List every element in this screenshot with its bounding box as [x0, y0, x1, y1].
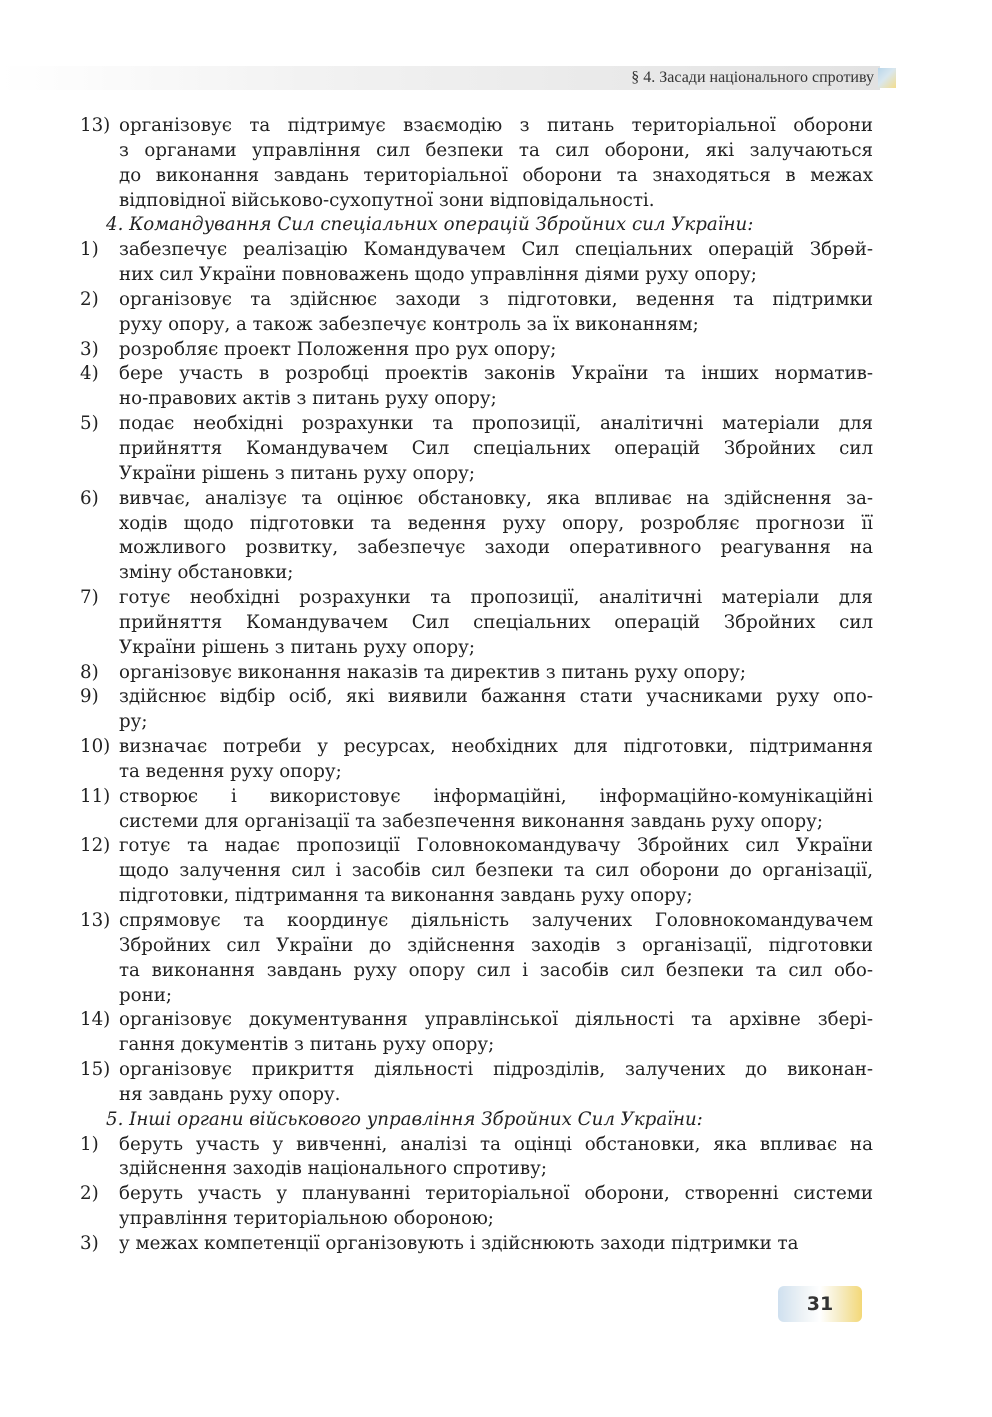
- text-line: ру;: [119, 711, 148, 733]
- text-line: подає необхідні розрахунки та пропозиції, аналітичні матеріали для: [119, 413, 873, 435]
- text-line: рони;: [119, 984, 172, 1006]
- list-item: [80, 338, 873, 363]
- list-item: [80, 1058, 873, 1108]
- list-item: [80, 661, 873, 686]
- list-item-text: [119, 1008, 873, 1058]
- text-line: та виконання завдань руху опору сил і засобів сил безпеки та сил обо-: [119, 959, 873, 981]
- list-item-number: 1): [80, 239, 99, 261]
- text-line: підготовки, підтримання та виконання завдань руху опору;: [119, 885, 693, 907]
- list-item-text: [119, 114, 873, 213]
- text-line: спрямовує та координує діяльність залучених Головнокомандувачем: [119, 910, 873, 931]
- text-line: беруть участь у вивченні, аналізі та оцінці обстановки, яка впливає на: [119, 1133, 873, 1155]
- text-line: можливого розвитку, забезпечує заходи оперативного реагування на: [119, 537, 873, 559]
- list-item-text: [119, 487, 873, 586]
- list-item-text: [119, 338, 873, 363]
- list-item: [80, 1008, 873, 1058]
- page-body: [80, 114, 873, 1257]
- text-line: з органами управління сил безпеки та сил оборони, які залучаються: [119, 139, 873, 161]
- list-item-number: 11): [80, 785, 111, 807]
- text-line: визначає потреби у ресурсах, необхідних для підготовки, підтримання: [119, 736, 873, 758]
- running-header-title: § 4. Засади національного спротиву: [631, 69, 874, 86]
- list-item-text: [119, 785, 873, 835]
- text-line: до виконання завдань територіальної оборони та знаходяться в межах: [119, 164, 873, 186]
- text-line: здійснення заходів національного спротиву;: [119, 1158, 547, 1180]
- list-item: [80, 785, 873, 835]
- list-item: [80, 487, 873, 586]
- list-item: [80, 1133, 873, 1183]
- list-item: [80, 735, 873, 785]
- list-item-number: 9): [80, 686, 99, 708]
- list-item-text: [119, 661, 873, 686]
- text-line: прийняття Командувачем Сил спеціальних операцій Збройних сил: [119, 611, 873, 633]
- text-line: управління територіальною обороною;: [119, 1208, 494, 1230]
- text-line: бере участь в розробці проектів законів України та інших норматив-: [119, 363, 873, 385]
- list-item-number: 3): [80, 1232, 99, 1254]
- text-line: організовує виконання наказів та директив з питань руху опору;: [119, 661, 746, 683]
- text-line: та ведення руху опору;: [119, 760, 342, 782]
- section-heading: 5. Інші органи військового управління Збройних Сил України:: [106, 1108, 703, 1130]
- text-line: руху опору, а також забезпечує контроль за їх виконанням;: [119, 313, 699, 335]
- text-line: вивчає, аналізує та оцінює обстановку, яка впливає на здійснення за-: [119, 487, 873, 509]
- list-item: [80, 288, 873, 338]
- list-item-number: 5): [80, 413, 99, 435]
- list-item: [80, 362, 873, 412]
- list-item-number: 3): [80, 338, 99, 360]
- list-item-number: 2): [80, 288, 99, 310]
- list-item-number: 7): [80, 587, 99, 609]
- list-item: [80, 114, 873, 213]
- list-item-number: 14): [80, 1009, 111, 1031]
- list-item: [80, 909, 873, 1008]
- list-item: [80, 685, 873, 735]
- list-item: [80, 412, 873, 487]
- list-item-number: 15): [80, 1059, 111, 1081]
- text-line: організовує та підтримує взаємодію з питань територіальної оборони: [119, 115, 873, 136]
- list-item-number: 13): [80, 115, 111, 136]
- list-item-text: [119, 1232, 873, 1257]
- text-line: організовує та здійснює заходи з підготовки, ведення та підтримки: [119, 288, 873, 310]
- list-item-number: 13): [80, 910, 111, 931]
- text-line: організовує документування управлінської діяльності та архівне збері-: [119, 1009, 873, 1031]
- list-item-text: [119, 735, 873, 785]
- text-line: системи для організації та забезпечення виконання завдань руху опору;: [119, 810, 823, 832]
- list-item-text: [119, 1058, 873, 1108]
- text-line: України рішень з питань руху опору;: [119, 636, 476, 658]
- text-line: но-правових актів з питань руху опору;: [119, 388, 497, 410]
- header-corner-tab: [878, 68, 896, 88]
- text-line: здійснює відбір осіб, які виявили бажання стати учасниками руху опо-: [119, 686, 873, 708]
- list-item-number: 1): [80, 1133, 99, 1155]
- list-item-text: [119, 834, 873, 909]
- text-line: гання документів з питань руху опору;: [119, 1034, 495, 1056]
- list-item-number: 12): [80, 835, 111, 857]
- text-line: зміну обстановки;: [119, 562, 294, 584]
- text-line: України рішень з питань руху опору;: [119, 462, 476, 484]
- list-item-number: 2): [80, 1183, 99, 1205]
- list-item-text: [119, 1182, 873, 1232]
- text-line: готує та надає пропозиції Головнокомандувачу Збройних сил України: [119, 835, 873, 857]
- text-line: беруть участь у плануванні територіальної оборони, створенні системи: [119, 1183, 873, 1205]
- list-item-text: [119, 586, 873, 661]
- list-item-text: [119, 362, 873, 412]
- text-line: організовує прикриття діяльності підрозділів, залучених до виконан-: [119, 1059, 873, 1081]
- list-item-number: 10): [80, 736, 111, 758]
- list-item-number: 6): [80, 487, 99, 509]
- text-line: Збройних сил України до здійснення заходів з організації, підготовки: [119, 934, 873, 956]
- text-line: ходів щодо підготовки та ведення руху опору, розробляє прогнози її: [119, 512, 873, 534]
- text-line: відповідної військово-сухопутної зони відповідальності.: [119, 189, 655, 211]
- text-line: у межах компетенції організовують і здійснюють заходи підтримки та: [119, 1232, 799, 1254]
- list-item-number: 8): [80, 661, 99, 683]
- list-item: [80, 238, 873, 288]
- list-item-text: [119, 238, 873, 288]
- text-line: ня завдань руху опору.: [119, 1083, 341, 1105]
- list-item-text: [119, 288, 873, 338]
- list-item: [80, 834, 873, 909]
- text-line: забезпечує реалізацію Командувачем Сил спеціальних операцій Збрөй-: [119, 239, 873, 261]
- list-item: [80, 586, 873, 661]
- list-item-number: 4): [80, 363, 99, 385]
- text-line: створює і використовує інформаційні, інформаційно-комунікаційні: [119, 785, 873, 807]
- list-item: [80, 1232, 873, 1257]
- list-item: [80, 1182, 873, 1232]
- text-line: них сил України повноважень щодо управління діями руху опору;: [119, 264, 757, 286]
- list-item-text: [119, 909, 873, 1008]
- list-item-text: [119, 1133, 873, 1183]
- text-line: прийняття Командувачем Сил спеціальних операцій Збройних сил: [119, 437, 873, 459]
- page-number: 31: [806, 1293, 834, 1315]
- list-item-text: [119, 685, 873, 735]
- section-heading: 4. Командування Сил спеціальних операцій Збройних сил України:: [106, 214, 754, 236]
- text-line: готує необхідні розрахунки та пропозиції, аналітичні матеріали для: [119, 587, 873, 609]
- text-line: щодо залучення сил і засобів сил безпеки та сил оборони до організації,: [119, 860, 873, 882]
- text-line: розробляє проект Положення про рух опору;: [119, 338, 557, 360]
- list-item-text: [119, 412, 873, 487]
